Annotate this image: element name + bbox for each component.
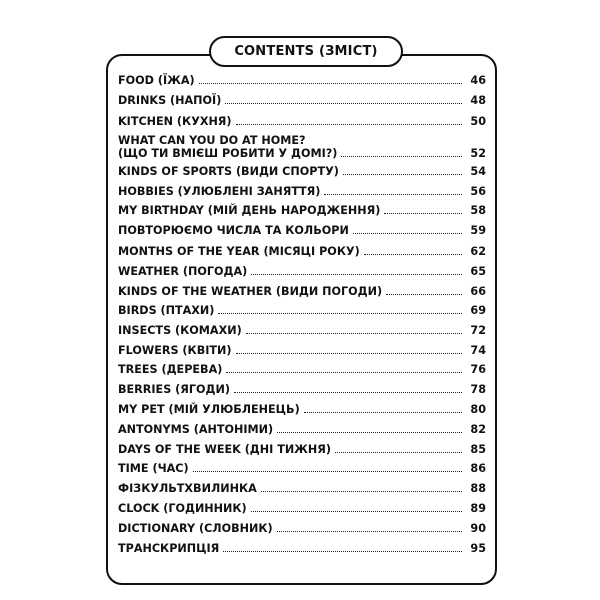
toc-entry-label: MY BIRTHDAY (МІЙ ДЕНЬ НАРОДЖЕННЯ): [118, 204, 381, 217]
toc-entry-label: BIRDS (ПТАХИ): [118, 304, 215, 317]
toc-entry-page: 56: [470, 185, 486, 198]
toc-entry-page: 69: [470, 304, 486, 317]
dot-leader: [386, 294, 462, 295]
toc-entry: [118, 541, 486, 555]
toc-entry: [118, 442, 486, 456]
toc-entry: [118, 303, 486, 317]
dot-leader: [343, 174, 462, 175]
contents-title: CONTENTS (ЗМІСТ): [209, 36, 403, 67]
dot-leader: [341, 156, 462, 157]
toc-entry-label: FOOD (ЇЖА): [118, 74, 195, 87]
dot-leader: [226, 372, 462, 373]
toc-entry-label: KITCHEN (КУХНЯ): [118, 115, 232, 128]
toc-entry-label-line1: WHAT CAN YOU DO AT HOME?: [118, 134, 306, 147]
toc-entry: [118, 422, 486, 436]
toc-entry-page: 65: [470, 265, 486, 278]
dot-leader: [304, 412, 462, 413]
toc-entry-label: DRINKS (НАПОЇ): [118, 94, 222, 107]
toc-entry: [118, 114, 486, 128]
toc-entry: [118, 501, 486, 515]
dot-leader: [223, 551, 462, 552]
toc-entry: [118, 284, 486, 298]
dot-leader: [251, 274, 462, 275]
toc-entry-label: INSECTS (КОМАХИ): [118, 324, 242, 337]
toc-entry-page: 52: [470, 147, 486, 160]
toc-entry-label: WEATHER (ПОГОДА): [118, 265, 248, 278]
toc-entry-label: BERRIES (ЯГОДИ): [118, 383, 230, 396]
toc-entry-page: 58: [470, 204, 486, 217]
toc-entry: [118, 203, 486, 217]
dot-leader: [199, 83, 462, 84]
toc-entry-page: 82: [470, 423, 486, 436]
toc-entry-page: 76: [470, 363, 486, 376]
toc-entry: [118, 164, 486, 178]
toc-entry-label: MY PET (МІЙ УЛЮБЛЕНЕЦЬ): [118, 403, 300, 416]
toc-entry-label: FLOWERS (КВІТИ): [118, 344, 232, 357]
toc-entry: [118, 244, 486, 258]
dot-leader: [251, 511, 462, 512]
toc-entry-page: 80: [470, 403, 486, 416]
toc-entry: [118, 521, 486, 535]
toc-entry-page: 46: [470, 74, 486, 87]
toc-entry-label: HOBBIES (УЛЮБЛЕНІ ЗАНЯТТЯ): [118, 185, 321, 198]
dot-leader: [261, 491, 462, 492]
toc-entry: [118, 132, 486, 160]
dot-leader: [335, 452, 462, 453]
toc-entry: [118, 93, 486, 107]
toc-entry-label: MONTHS OF THE YEAR (МІСЯЦІ РОКУ): [118, 245, 360, 258]
toc-entry-label: KINDS OF SPORTS (ВИДИ СПОРТУ): [118, 165, 339, 178]
toc-entry: [118, 184, 486, 198]
toc-entry-page: 54: [470, 165, 486, 178]
toc-entry-page: 95: [470, 542, 486, 555]
toc-entry-label: ТРАНСКРИПЦІЯ: [118, 542, 220, 555]
toc-entry-label: KINDS OF THE WEATHER (ВИДИ ПОГОДИ): [118, 285, 383, 298]
dot-leader: [277, 531, 462, 532]
toc-entry: [118, 382, 486, 396]
dot-leader: [225, 103, 462, 104]
toc-entry: [118, 323, 486, 337]
toc-entry-page: 90: [470, 522, 486, 535]
toc-entry-page: 74: [470, 344, 486, 357]
toc-entry-page: 85: [470, 443, 486, 456]
toc-entry-page: 48: [470, 94, 486, 107]
toc-entry: [118, 264, 486, 278]
toc-entry-page: 50: [470, 115, 486, 128]
toc-entry-label-line2: (ЩО ТИ ВМІЄШ РОБИТИ У ДОМІ?): [118, 147, 338, 160]
toc-entry: [118, 343, 486, 357]
toc-entry-page: 66: [470, 285, 486, 298]
dot-leader: [364, 254, 462, 255]
toc-entry-page: 88: [470, 482, 486, 495]
toc-entry-label: ANTONYMS (АНТОНІМИ): [118, 423, 274, 436]
toc-entry-label: TREES (ДЕРЕВА): [118, 363, 223, 376]
dot-leader: [236, 124, 462, 125]
dot-leader: [353, 233, 462, 234]
toc-entry-label: CLOCK (ГОДИННИК): [118, 502, 247, 515]
toc-entry: [118, 461, 486, 475]
toc-entry-page: 59: [470, 224, 486, 237]
toc-entry: [118, 73, 486, 87]
toc-entry-label: TIME (ЧАС): [118, 462, 189, 475]
toc-entry-page: 78: [470, 383, 486, 396]
toc-entry-label: ФІЗКУЛЬТХВИЛИНКА: [118, 482, 257, 495]
toc-entry-page: 89: [470, 502, 486, 515]
toc-entry-label: DICTIONARY (СЛОВНИК): [118, 522, 273, 535]
dot-leader: [234, 392, 462, 393]
toc-entry: [118, 362, 486, 376]
dot-leader: [277, 432, 462, 433]
toc-entry: [118, 481, 486, 495]
dot-leader: [324, 194, 462, 195]
toc-entry-page: 86: [470, 462, 486, 475]
toc-entry: [118, 223, 486, 237]
toc-entry: [118, 402, 486, 416]
dot-leader: [218, 313, 462, 314]
toc-entry-label: ПОВТОРЮЄМО ЧИСЛА ТА КОЛЬОРИ: [118, 224, 349, 237]
toc-entry-label: DAYS OF THE WEEK (ДНІ ТИЖНЯ): [118, 443, 331, 456]
dot-leader: [246, 333, 462, 334]
toc-entry-label: [118, 134, 341, 160]
dot-leader: [193, 471, 462, 472]
dot-leader: [236, 353, 463, 354]
toc-entry-page: 62: [470, 245, 486, 258]
toc-entry-page: 72: [470, 324, 486, 337]
dot-leader: [384, 213, 462, 214]
